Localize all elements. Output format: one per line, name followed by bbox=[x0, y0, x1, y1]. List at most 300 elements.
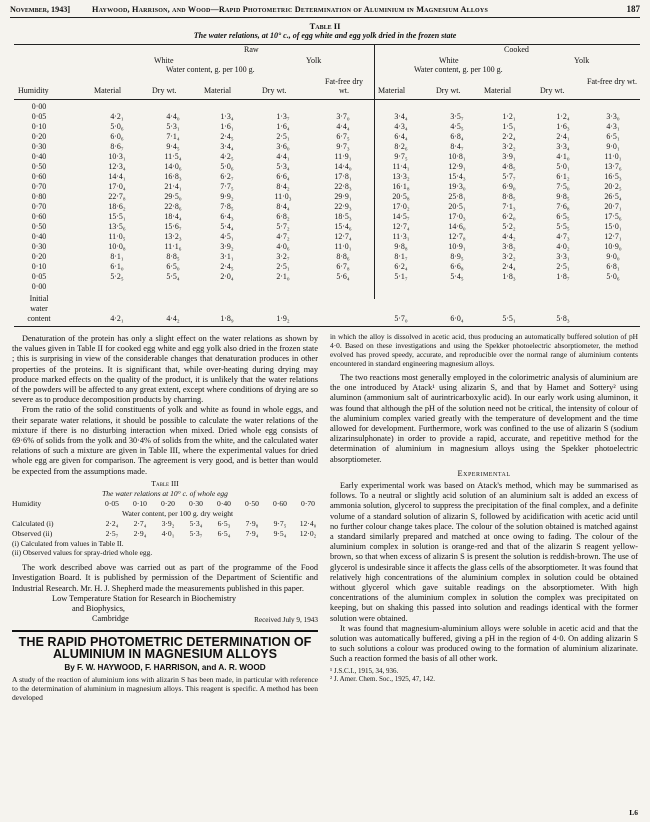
table2-cell: 18·4₄ bbox=[164, 212, 182, 221]
table2-cell: 4·0₂ bbox=[556, 242, 570, 251]
raw-yolk-fatfree-column bbox=[318, 102, 368, 292]
table2-cell: 0·10 bbox=[31, 262, 47, 271]
table2-cell: 19·3₀ bbox=[448, 182, 466, 191]
table3-cell: 0·20 bbox=[161, 499, 175, 509]
cooked-yolk-dry-header: Dry wt. bbox=[540, 86, 565, 95]
table2-cell: 6·2₀ bbox=[502, 212, 516, 221]
table3-cell: 2·2₄ bbox=[105, 519, 119, 529]
table2-cell: 0·70 bbox=[31, 182, 47, 191]
table2-cell: 5·0₆ bbox=[220, 162, 234, 171]
table2-cell: 6·5₁ bbox=[606, 132, 620, 141]
table2-cell bbox=[376, 102, 426, 112]
raw-white-dry-header: Dry wt. bbox=[152, 86, 177, 95]
raw-yolk-fatfree-header: Fat-free dry wt. bbox=[325, 77, 363, 95]
table2-cell: 17·0₂ bbox=[392, 202, 410, 211]
table2-cell: 12·9₁ bbox=[448, 162, 466, 171]
paragraph-reactions: The two reactions most generally employed in the colorimetric analysis of aluminium are the one introduced by Atack¹ using alizarin S, and that by Hamet and Sottery² using aluminon (ammonium salt of aurintricarboxylic acid). In our early work using aluminon, it was found that although the pH of the solution need not be critical, the intensity of colour of the aluminium complex varied greatly with the temperature of development and the time allowed for development. Furthermore, work was confined to the use of alizarin S (sodium alizarinsulphonate) in order to provide a rapid, accurate, and repetitive method for the determination of aluminium in magnesium alloys using the Spekker photoelectric absorptiometer. bbox=[330, 373, 638, 464]
article-divider bbox=[12, 630, 318, 632]
table2-cell: 0·60 bbox=[31, 172, 47, 181]
affiliation-line-2: and Biophysics, bbox=[72, 604, 126, 614]
table2-cell: 1·8₃ bbox=[502, 272, 516, 281]
table2-cell bbox=[484, 282, 534, 292]
raw-yolk-material-column bbox=[202, 102, 252, 292]
table2-cell: 5·3₄ bbox=[276, 162, 290, 171]
table2-cell bbox=[148, 282, 198, 292]
table2-cell: 2·4₄ bbox=[502, 262, 516, 271]
table2-cell: 7·7₅ bbox=[220, 182, 234, 191]
table2-cell: 6·8₂ bbox=[276, 212, 290, 221]
raw-white-material-column bbox=[92, 102, 142, 292]
table2-cell: 0·40 bbox=[31, 232, 47, 241]
table2-bottom-rule bbox=[14, 326, 640, 327]
table2-cell: 3·4₄ bbox=[394, 112, 408, 121]
table2-cell bbox=[148, 102, 198, 112]
table2-cell: 0·30 bbox=[31, 142, 47, 151]
table2-cell: 6·8₁ bbox=[606, 262, 620, 271]
table2-cell: 4·3₄ bbox=[394, 122, 408, 131]
cooked-white-dry-header: Dry wt. bbox=[436, 86, 461, 95]
table2-cell: 17·0₃ bbox=[448, 212, 466, 221]
table2-cell: 18·6₂ bbox=[108, 202, 126, 211]
table2-title: Table II bbox=[309, 21, 341, 31]
table2-cell: 1·6₄ bbox=[276, 122, 290, 131]
running-head bbox=[10, 4, 640, 18]
table2-cell: 6·6₄ bbox=[276, 172, 290, 181]
table2-cell: 3·9₁ bbox=[502, 152, 516, 161]
table2-cell: 8·9₅ bbox=[450, 252, 464, 261]
table2-cell: 12·3₄ bbox=[108, 162, 126, 171]
table2-cell: 29·9₁ bbox=[334, 192, 352, 201]
table2-cell: 7·8₅ bbox=[220, 202, 234, 211]
table2-cell: 4·5₅ bbox=[450, 122, 464, 131]
table2-cell: 3·3₄ bbox=[556, 142, 570, 151]
table2-cell: 11·4₁ bbox=[392, 162, 410, 171]
table3-cell: 6·5₃ bbox=[217, 519, 231, 529]
table2-cell: 7·6₈ bbox=[556, 202, 570, 211]
table3-humidity-label: Humidity bbox=[12, 499, 42, 509]
table2-cell: 0·00 bbox=[31, 102, 47, 111]
initial-raw-white-dry: 4·4₂ bbox=[166, 314, 180, 323]
table2-cell: 11·9₁ bbox=[334, 152, 352, 161]
table2-cell: 6·5₀ bbox=[166, 262, 180, 271]
table2-cell: 2·1₀ bbox=[276, 272, 290, 281]
table2-cell: 5·5₅ bbox=[556, 222, 570, 231]
table2-cell: 3·3₁ bbox=[556, 252, 570, 261]
table2-cell: 6·5₅ bbox=[556, 212, 570, 221]
table2-cell: 1·2₁ bbox=[502, 112, 516, 121]
table2-cell: 5·6₄ bbox=[336, 272, 350, 281]
table2-header-rule bbox=[14, 99, 640, 100]
table2-cell: 3·1₁ bbox=[220, 252, 234, 261]
section-heading-experimental: Experimental bbox=[457, 468, 511, 478]
initial-raw-yolk-dry: 1·9₂ bbox=[276, 314, 290, 323]
table2-cell: 5·2₂ bbox=[502, 222, 516, 231]
table2-cell: 8·1₁ bbox=[110, 252, 124, 261]
raw-cooked-divider bbox=[374, 44, 375, 299]
abstract: A study of the reaction of aluminium ions with alizarin S has been made, in particular with reference to the determination of aluminium in magnesium alloys. This reagent is specific. A method has been developed bbox=[12, 674, 318, 703]
table2-cell: 4·4₁ bbox=[276, 152, 290, 161]
table2-cell: 9·9₂ bbox=[220, 192, 234, 201]
table2-cell: 11·5₄ bbox=[164, 152, 182, 161]
table2-cell: 3·2₇ bbox=[276, 252, 290, 261]
table2-cell: 4·8₅ bbox=[502, 162, 516, 171]
table2-cell: 11·0₁ bbox=[604, 152, 622, 161]
table2-cell: 3·9₂ bbox=[220, 242, 234, 251]
table2-cell: 0·05 bbox=[31, 112, 47, 121]
table2-cell: 0·20 bbox=[31, 252, 47, 261]
table2-cell: 1·5₁ bbox=[502, 122, 516, 131]
table2-cell: 20·5₈ bbox=[392, 192, 410, 201]
table2-cell: 9·7₅ bbox=[394, 152, 408, 161]
cooked-white-header: White bbox=[439, 56, 459, 65]
table3-cell: 0·05 bbox=[105, 499, 119, 509]
table3-cell: 0·50 bbox=[245, 499, 259, 509]
table2-cell bbox=[92, 102, 142, 112]
table2-cell: 5·0₆ bbox=[110, 122, 124, 131]
cooked-yolk-material-header: Material bbox=[484, 86, 512, 95]
table2-cell: 1·3₇ bbox=[276, 112, 290, 121]
table2-cell: 3·2₂ bbox=[502, 142, 516, 151]
initial-cooked-yolk-dry: 5·8₃ bbox=[556, 314, 570, 323]
table2-cell: 14·0₆ bbox=[164, 162, 182, 171]
table3-cell: 2·9₄ bbox=[133, 529, 147, 539]
table2-cell: 2·5₁ bbox=[556, 262, 570, 271]
table2-cell bbox=[484, 102, 534, 112]
table3-cell: 2·5₇ bbox=[105, 529, 119, 539]
table2-cell: 6·2₄ bbox=[394, 262, 408, 271]
table2-cell: 12·7₄ bbox=[392, 222, 410, 231]
table2-cell: 4·4₄ bbox=[336, 122, 350, 131]
table2-cell: 17·8₁ bbox=[334, 172, 352, 181]
table2-cell: 3·8₂ bbox=[502, 242, 516, 251]
table2-cell bbox=[588, 102, 638, 112]
table2-cell: 8·8₅ bbox=[166, 252, 180, 261]
table2-cell: 8·4₇ bbox=[450, 142, 464, 151]
table2-cell: 8·6₇ bbox=[110, 142, 124, 151]
table3-cell: 0·70 bbox=[301, 499, 315, 509]
right-column bbox=[330, 332, 638, 684]
table2-cell: 6·8₄ bbox=[450, 132, 464, 141]
table3-calculated-label: Calculated (i) bbox=[12, 519, 54, 529]
table2-cell: 0·80 bbox=[31, 192, 47, 201]
table2-cell: 11·1₆ bbox=[164, 242, 182, 251]
raw-yolk-material-header: Material bbox=[204, 86, 232, 95]
table2-cell: 12·7₁ bbox=[604, 232, 622, 241]
table2-cell: 18·5₃ bbox=[334, 212, 352, 221]
table2-cell bbox=[538, 282, 588, 292]
table3-cell: 0·10 bbox=[133, 499, 147, 509]
table2-cell: 4·1₀ bbox=[556, 152, 570, 161]
table2-cell: 3·6₀ bbox=[276, 142, 290, 151]
table2-cell: 9·7₃ bbox=[336, 142, 350, 151]
footnote-2: ² J. Amer. Chem. Soc., 1925, 47, 142. bbox=[330, 675, 435, 684]
initial-water-label: Initial water content bbox=[27, 294, 51, 323]
table2-cell: 8·8₅ bbox=[502, 192, 516, 201]
table2-cell: 5·2₅ bbox=[110, 272, 124, 281]
table2-cell: 5·0₆ bbox=[606, 272, 620, 281]
table2-cell: 3·5₇ bbox=[450, 112, 464, 121]
table2-top-rule bbox=[14, 44, 640, 45]
table2-cell: 0·10 bbox=[31, 122, 47, 131]
table2-cell: 6·4₃ bbox=[220, 212, 234, 221]
table2-cell: 5·7₂ bbox=[276, 222, 290, 231]
table2-cell: 8·4₂ bbox=[276, 182, 290, 191]
table3-cell: 5·3₄ bbox=[189, 519, 203, 529]
table2-cell: 5·5₄ bbox=[166, 272, 180, 281]
table2-cell: 6·0₆ bbox=[110, 132, 124, 141]
table3-note-observed: (ii) Observed values for spray-dried whole egg. bbox=[12, 548, 153, 558]
paragraph-early-work: Early experimental work was based on Atack's method, which may be summarised as follows. To a neutral or slightly acid solution of an aluminium salt is added an excess of ammonia solution, glycerol to suppress the precipitation of the final complex, and a definite volume of a standard solution of alizarin S, followed by acidification with acetic acid until no further colour change takes place. The colour of the solution obtained is matched against a standard similarly prepared and matched at once owing to fading. The colour of the aluminium complex in solution is orange-red and that of the alizarin S reagent yellow-brown, so that when excess of alizarin S is present the solution is reddish-brown. The use of glycerol is undesirable since it affects the glass cells of the absorptiometer. It was found that relatively high concentrations of the aluminium complex in solution could be obtained without glycerol which gave suitable readings on the absorptiometer. With high concentrations of the aluminium complex in solution the complex was precipitated on keeping, but on shaking this passed into solution and readings identical with the former solution were obtained. bbox=[330, 481, 638, 623]
table2-cell: 15·6₇ bbox=[164, 222, 182, 231]
raw-white-dry-column bbox=[148, 102, 198, 292]
table2-cell: 1·6₃ bbox=[556, 122, 570, 131]
table2-cell bbox=[432, 102, 482, 112]
table2-cell: 11·0₃ bbox=[274, 192, 292, 201]
table2-cell bbox=[258, 102, 308, 112]
table2-cell bbox=[538, 102, 588, 112]
table2-cell: 16·8₃ bbox=[164, 172, 182, 181]
paragraph-ratio: From the ratio of the solid constituents of yolk and white as found in whole eggs, and their separate water relations, it should be possible to calculate the water relations of the mixture if there is no disturbing interaction when mixed. Dried whole egg consists of 69·6% of solids from the yolk and 30·4% of solids from the white, and the calculated water relations of such a mixture are given in Table III, where the experimental values for dried whole egg are given for comparison. The agreement is very good, and is better than would be expected from the assumptions made. bbox=[12, 405, 318, 476]
left-column bbox=[12, 334, 318, 702]
table2-cell: 2·4₁ bbox=[556, 132, 570, 141]
table3-cell: 12·4₀ bbox=[299, 519, 317, 529]
table2-cell: 13·5₆ bbox=[108, 222, 126, 231]
table2-cell: 14·6₀ bbox=[448, 222, 466, 231]
table2-cell: 4·2₁ bbox=[110, 112, 124, 121]
table2-cell: 22·8₆ bbox=[164, 202, 182, 211]
table2-cell: 9·8₅ bbox=[556, 192, 570, 201]
table2-cell: 5·4₅ bbox=[450, 272, 464, 281]
cooked-yolk-fatfree-column bbox=[588, 102, 638, 292]
table2-cell: 6·6₈ bbox=[450, 262, 464, 271]
table2-cell: 3·3₀ bbox=[606, 112, 620, 121]
table2-cell: 14·4₀ bbox=[334, 162, 352, 171]
table2-cell: 15·0₁ bbox=[604, 222, 622, 231]
table2-cell: 1·3₄ bbox=[220, 112, 234, 121]
table2-cell: 12·7₈ bbox=[448, 232, 466, 241]
table2-cell: 2·4₅ bbox=[220, 262, 234, 271]
table2-cell: 6·4₄ bbox=[394, 132, 408, 141]
table2-cell: 26·5₄ bbox=[604, 192, 622, 201]
table2-cell: 7·5₀ bbox=[556, 182, 570, 191]
table2-cell: 15·4₃ bbox=[448, 172, 466, 181]
initial-cooked-yolk-material: 5·5₁ bbox=[502, 314, 516, 323]
table3-cell: 2·7₄ bbox=[133, 519, 147, 529]
table2-cell: 0·70 bbox=[31, 202, 47, 211]
table2-cell: 2·4₅ bbox=[220, 132, 234, 141]
raw-yolk-dry-column bbox=[258, 102, 308, 292]
received-date: Received July 9, 1943 bbox=[254, 616, 318, 625]
table2-cell: 1·2₄ bbox=[556, 112, 570, 121]
table3-cell: 6·5₄ bbox=[217, 529, 231, 539]
table2-cell bbox=[376, 282, 426, 292]
table2-cell: 6·2₇ bbox=[220, 172, 234, 181]
table2-cell: 10·0₈ bbox=[108, 242, 126, 251]
humidity-column bbox=[14, 102, 64, 292]
table3-cell: 12·0₂ bbox=[299, 529, 317, 539]
raw-yolk-header: Yolk bbox=[306, 56, 322, 65]
table2-cell: 4·0₆ bbox=[276, 242, 290, 251]
initial-raw-white-material: 4·2₁ bbox=[110, 314, 124, 323]
table2-cell: 13·2₃ bbox=[164, 232, 182, 241]
table2-cell: 5·7₇ bbox=[502, 172, 516, 181]
raw-white-header: White bbox=[154, 56, 174, 65]
table2-cell: 2·5₁ bbox=[276, 262, 290, 271]
table2-cell: 1·8₇ bbox=[556, 272, 570, 281]
table2-cell: 22·7₈ bbox=[108, 192, 126, 201]
table2-cell: 4·5₁ bbox=[220, 232, 234, 241]
table2-cell: 22·9₃ bbox=[334, 202, 352, 211]
footnotes bbox=[330, 667, 638, 684]
table2-cell: 5·0₁ bbox=[556, 162, 570, 171]
initial-raw-yolk-material: 1·8₉ bbox=[220, 314, 234, 323]
cooked-header: Cooked bbox=[504, 45, 529, 54]
table2-cell: 9·0₀ bbox=[606, 252, 620, 261]
table2-cell bbox=[202, 102, 252, 112]
table2-cell: 5·4₄ bbox=[220, 222, 234, 231]
table3-cell: 0·30 bbox=[189, 499, 203, 509]
table2-cell: 9·8₈ bbox=[394, 242, 408, 251]
table2-cell bbox=[202, 282, 252, 292]
table2-cell: 10·9₁ bbox=[448, 242, 466, 251]
table2-cell: 0·05 bbox=[31, 272, 47, 281]
table2-cell: 5·3₁ bbox=[166, 122, 180, 131]
table2-caption: The water relations, at 10° c., of egg white and egg yolk dried in the frozen state bbox=[193, 31, 457, 40]
table2-cell bbox=[318, 102, 368, 112]
table2-cell: 15·4₆ bbox=[334, 222, 352, 231]
table2-cell: 7·1₄ bbox=[166, 132, 180, 141]
table2-cell: 2·0₄ bbox=[220, 272, 234, 281]
table2-cell: 16·1₈ bbox=[392, 182, 410, 191]
table2-cell: 20·5₁ bbox=[448, 202, 466, 211]
cooked-yolk-material-column bbox=[484, 102, 534, 292]
table3 bbox=[12, 499, 318, 559]
table2-cell: 4·4₂ bbox=[502, 232, 516, 241]
table2-cell: 4·2₅ bbox=[220, 152, 234, 161]
table2-cell: 20·2₅ bbox=[604, 182, 622, 191]
table2-cell: 10·3₁ bbox=[108, 152, 126, 161]
table3-title: Table III bbox=[151, 478, 179, 488]
cooked-units: Water content, g. per 100 g. bbox=[414, 65, 503, 74]
table2-cell: 6·7₅ bbox=[336, 132, 350, 141]
table2-cell: 8·2₆ bbox=[394, 142, 408, 151]
table3-cell: 7·9₈ bbox=[245, 519, 259, 529]
affiliation-line-1: Low Temperature Station for Research in Biochemistry bbox=[52, 593, 237, 603]
table2-cell: 0·40 bbox=[31, 152, 47, 161]
table2-cell: 6·7₈ bbox=[336, 262, 350, 271]
running-title: Haywood, Harrison, and Wood—Rapid Photometric Determination of Aluminium in Magnesium Alloys bbox=[92, 5, 488, 14]
signature-mark: L6 bbox=[629, 808, 638, 817]
table2-cell: 20·7₁ bbox=[604, 202, 622, 211]
issue-date: November, 1943] bbox=[10, 5, 71, 14]
table2-cell: 4·3₁ bbox=[606, 122, 620, 131]
article-title: THE RAPID PHOTOMETRIC DETERMINATION OF ALUMINIUM IN MAGNESIUM ALLOYS bbox=[18, 634, 312, 662]
table2-cell: 0·60 bbox=[31, 212, 47, 221]
humidity-header: Humidity bbox=[18, 86, 49, 95]
table2-cell: 0·30 bbox=[31, 242, 47, 251]
table2-cell bbox=[588, 282, 638, 292]
cooked-yolk-dry-column bbox=[538, 102, 588, 292]
cooked-white-material-header: Material bbox=[378, 86, 406, 95]
page-number: 187 bbox=[626, 4, 640, 14]
table2-cell: 13·7₆ bbox=[604, 162, 622, 171]
table2-cell: 12·7₄ bbox=[334, 232, 352, 241]
raw-units: Water content, g. per 100 g. bbox=[166, 65, 255, 74]
table3-units: Water content, per 100 g. dry weight bbox=[122, 509, 234, 519]
table3-cell: 9·7₅ bbox=[273, 519, 287, 529]
table2-cell bbox=[318, 282, 368, 292]
table3-caption: The water relations at 10° c. of whole egg bbox=[102, 489, 228, 499]
raw-header: Raw bbox=[244, 45, 259, 54]
table2-cell: 11·3₁ bbox=[392, 232, 410, 241]
table2-cell: 8·4₄ bbox=[276, 202, 290, 211]
raw-white-material-header: Material bbox=[94, 86, 122, 95]
table3-cell: 9·5₄ bbox=[273, 529, 287, 539]
table3-note-calculated: (i) Calculated from values in Table II. bbox=[12, 539, 124, 549]
paragraph-acetic-acid: It was found that magnesium-aluminium alloys were soluble in acetic acid and that the solution was automatically buffered, giving a pH in the region of 4·0. On adding alizarin S to such solutions a colour was produced owing to the formation of aluminium alizarinate. Such a reaction formed the basis of all other work. bbox=[330, 623, 638, 664]
table2-cell: 10·8₁ bbox=[448, 152, 466, 161]
table2-cell: 3·2₂ bbox=[502, 252, 516, 261]
table2-cell: 10·9₀ bbox=[604, 242, 622, 251]
table2-cell: 11·0₁ bbox=[334, 242, 352, 251]
table3-cell: 0·40 bbox=[217, 499, 231, 509]
table3-cell: 7·9₄ bbox=[245, 529, 259, 539]
table3-cell: 3·9₂ bbox=[161, 519, 175, 529]
paragraph-denaturation: Denaturation of the protein has only a slight effect on the water relations as shown by the values given in Table II for cooked egg white and egg yolk also dried in the frozen state ; this is surprising in view of the considerable changes that denaturation produces in other properties of the proteins. It is significant that, while over-heating during drying may produce marked effects on the quality of the product, it is unlikely that the water relations of the powders will be affected to any great extent, except where conditions of drying are so severe as to produce decomposition products by charring. bbox=[12, 334, 318, 405]
cooked-yolk-fatfree-header: Fat-free dry wt. bbox=[587, 77, 637, 86]
table2-cell: 0·20 bbox=[31, 132, 47, 141]
cooked-yolk-header: Yolk bbox=[574, 56, 590, 65]
table2-cell: 0·50 bbox=[31, 222, 47, 231]
table2-cell: 3·7₀ bbox=[336, 112, 350, 121]
table2-cell bbox=[432, 282, 482, 292]
table2-cell: 8·8₆ bbox=[336, 252, 350, 261]
initial-cooked-white-dry: 6·0₄ bbox=[450, 314, 464, 323]
raw-yolk-dry-header: Dry wt. bbox=[262, 86, 287, 95]
table3-cell: 0·60 bbox=[273, 499, 287, 509]
affiliation-line-3: Cambridge bbox=[92, 614, 129, 624]
abstract-continued: in which the alloy is dissolved in acetic acid, thus producing an automatically buffered solution of pH 4·0. Based on these investigations and using the Spekker photoelectric absorptiometer, the method evolved has proved speedy, accurate, and reproducible over the normal range of aluminium contents encountered in standard engineering magnesium alloys. bbox=[330, 332, 638, 368]
table2-cell: 14·4₁ bbox=[108, 172, 126, 181]
table2-cell: 7·1₃ bbox=[502, 202, 516, 211]
table2-cell: 0·00 bbox=[31, 282, 47, 291]
table2-cell: 5·1₇ bbox=[394, 272, 408, 281]
table2-cell: 29·5₀ bbox=[164, 192, 182, 201]
table2-cell: 6·9₀ bbox=[502, 182, 516, 191]
table2-cell: 15·5₁ bbox=[108, 212, 126, 221]
table2-cell bbox=[92, 282, 142, 292]
table2-cell: 3·4₄ bbox=[220, 142, 234, 151]
table2-cell: 8·1₇ bbox=[394, 252, 408, 261]
footnote-1: ¹ J.S.C.I., 1915, 34, 936. bbox=[330, 666, 399, 675]
table3-cell: 4·0₁ bbox=[161, 529, 175, 539]
table2-cell: 4·7₃ bbox=[556, 232, 570, 241]
table3-cell: 5·3₇ bbox=[189, 529, 203, 539]
table2-cell: 4·7₂ bbox=[276, 232, 290, 241]
table2-cell: 17·0₄ bbox=[108, 182, 126, 191]
paragraph-acknowledgement: The work described above was carried out as part of the programme of the Food Investigation Board. It is published by permission of the Department of Scientific and Industrial Research. Mr. H. J. Shepherd made the measurements published in this paper. bbox=[12, 563, 318, 593]
initial-cooked-white-material: 5·7₀ bbox=[394, 314, 408, 323]
table2-cell: 6·1₀ bbox=[110, 262, 124, 271]
table2-cell: 21·4₁ bbox=[164, 182, 182, 191]
cooked-white-material-column bbox=[376, 102, 426, 292]
table2-cell: 1·6₁ bbox=[220, 122, 234, 131]
table2-cell: 13·3₂ bbox=[392, 172, 410, 181]
table2-cell: 6·1₂ bbox=[556, 172, 570, 181]
table2-cell: 25·8₁ bbox=[448, 192, 466, 201]
table2-cell: 2·5₁ bbox=[276, 132, 290, 141]
table2-cell: 9·4₅ bbox=[166, 142, 180, 151]
